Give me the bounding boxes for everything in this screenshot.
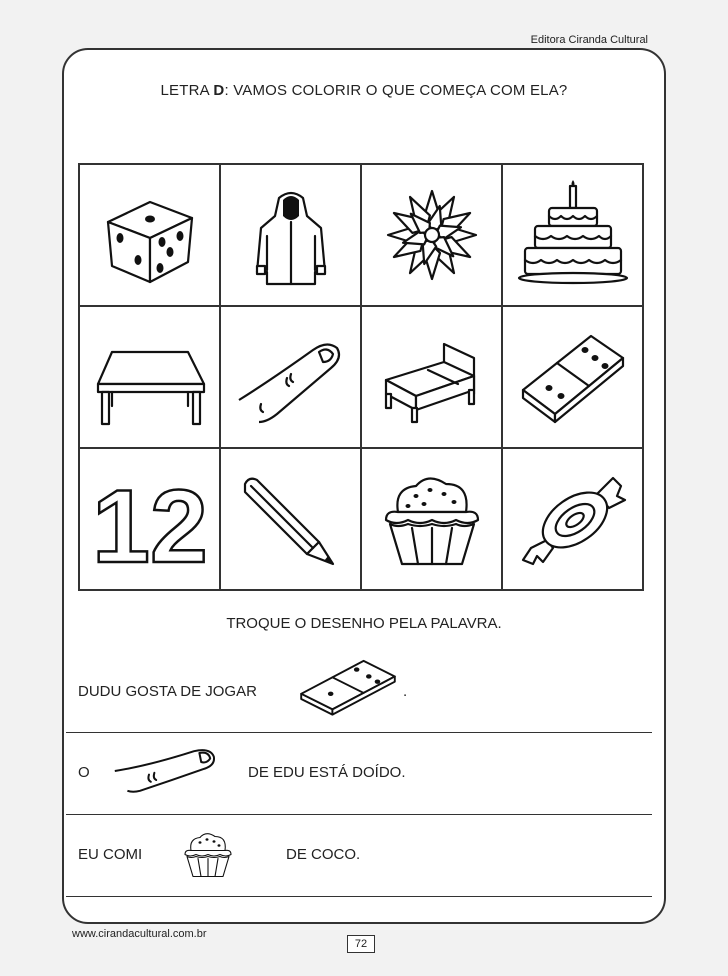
- sentence-2-after: DE EDU ESTÁ DOÍDO.: [248, 764, 406, 781]
- answer-line-2: [66, 814, 652, 815]
- domino-icon: [513, 322, 633, 432]
- sentence-3-before: EU COMI: [78, 846, 143, 863]
- cake-icon: [513, 180, 633, 290]
- page-title: LETRA D: VAMOS COLORIR O QUE COMEÇA COM ELA?: [160, 82, 568, 99]
- dice-icon: [90, 180, 210, 290]
- answer-line-3: [66, 896, 652, 897]
- grid-cell-cake[interactable]: [502, 164, 643, 306]
- title-letter: D: [213, 82, 225, 99]
- cupcake-icon: [178, 824, 238, 884]
- sentence-2-before: O: [78, 764, 90, 781]
- grid-cell-pencil[interactable]: [220, 448, 361, 590]
- answer-line-1: [66, 732, 652, 733]
- exercise-instruction: TROQUE O DESENHO PELA PALAVRA.: [226, 615, 502, 632]
- flower-icon: [372, 180, 492, 290]
- table-icon: [90, 322, 210, 432]
- grid-cell-table[interactable]: [79, 306, 220, 448]
- grid-cell-jacket[interactable]: [220, 164, 361, 306]
- jacket-icon: [231, 180, 351, 290]
- grid-cell-cupcake[interactable]: [361, 448, 502, 590]
- publisher-name: Editora Ciranda Cultural: [530, 34, 648, 46]
- svg-text:12: 12: [91, 469, 208, 585]
- grid-cell-flower[interactable]: [361, 164, 502, 306]
- sentence-1-before: DUDU GOSTA DE JOGAR: [78, 683, 257, 700]
- candy-icon: [513, 464, 633, 574]
- sentence-3-after: DE COCO.: [286, 846, 361, 863]
- finger-icon: [231, 322, 351, 432]
- picture-grid: [78, 163, 644, 591]
- bed-icon: [372, 322, 492, 432]
- pencil-icon: [231, 464, 351, 574]
- number-twelve-icon: [90, 464, 210, 585]
- footer-url: www.cirandacultural.com.br: [72, 928, 207, 940]
- cupcake-icon: [372, 464, 492, 574]
- grid-cell-dice[interactable]: [79, 164, 220, 306]
- sentence-1-after: .: [403, 683, 408, 700]
- grid-cell-bed[interactable]: [361, 306, 502, 448]
- grid-cell-finger[interactable]: [220, 306, 361, 448]
- finger-icon: [112, 744, 222, 798]
- grid-cell-candy[interactable]: [502, 448, 643, 590]
- domino-icon: [296, 655, 400, 717]
- grid-cell-number[interactable]: [79, 448, 220, 590]
- grid-cell-domino[interactable]: [502, 306, 643, 448]
- page-number: 72: [347, 935, 375, 953]
